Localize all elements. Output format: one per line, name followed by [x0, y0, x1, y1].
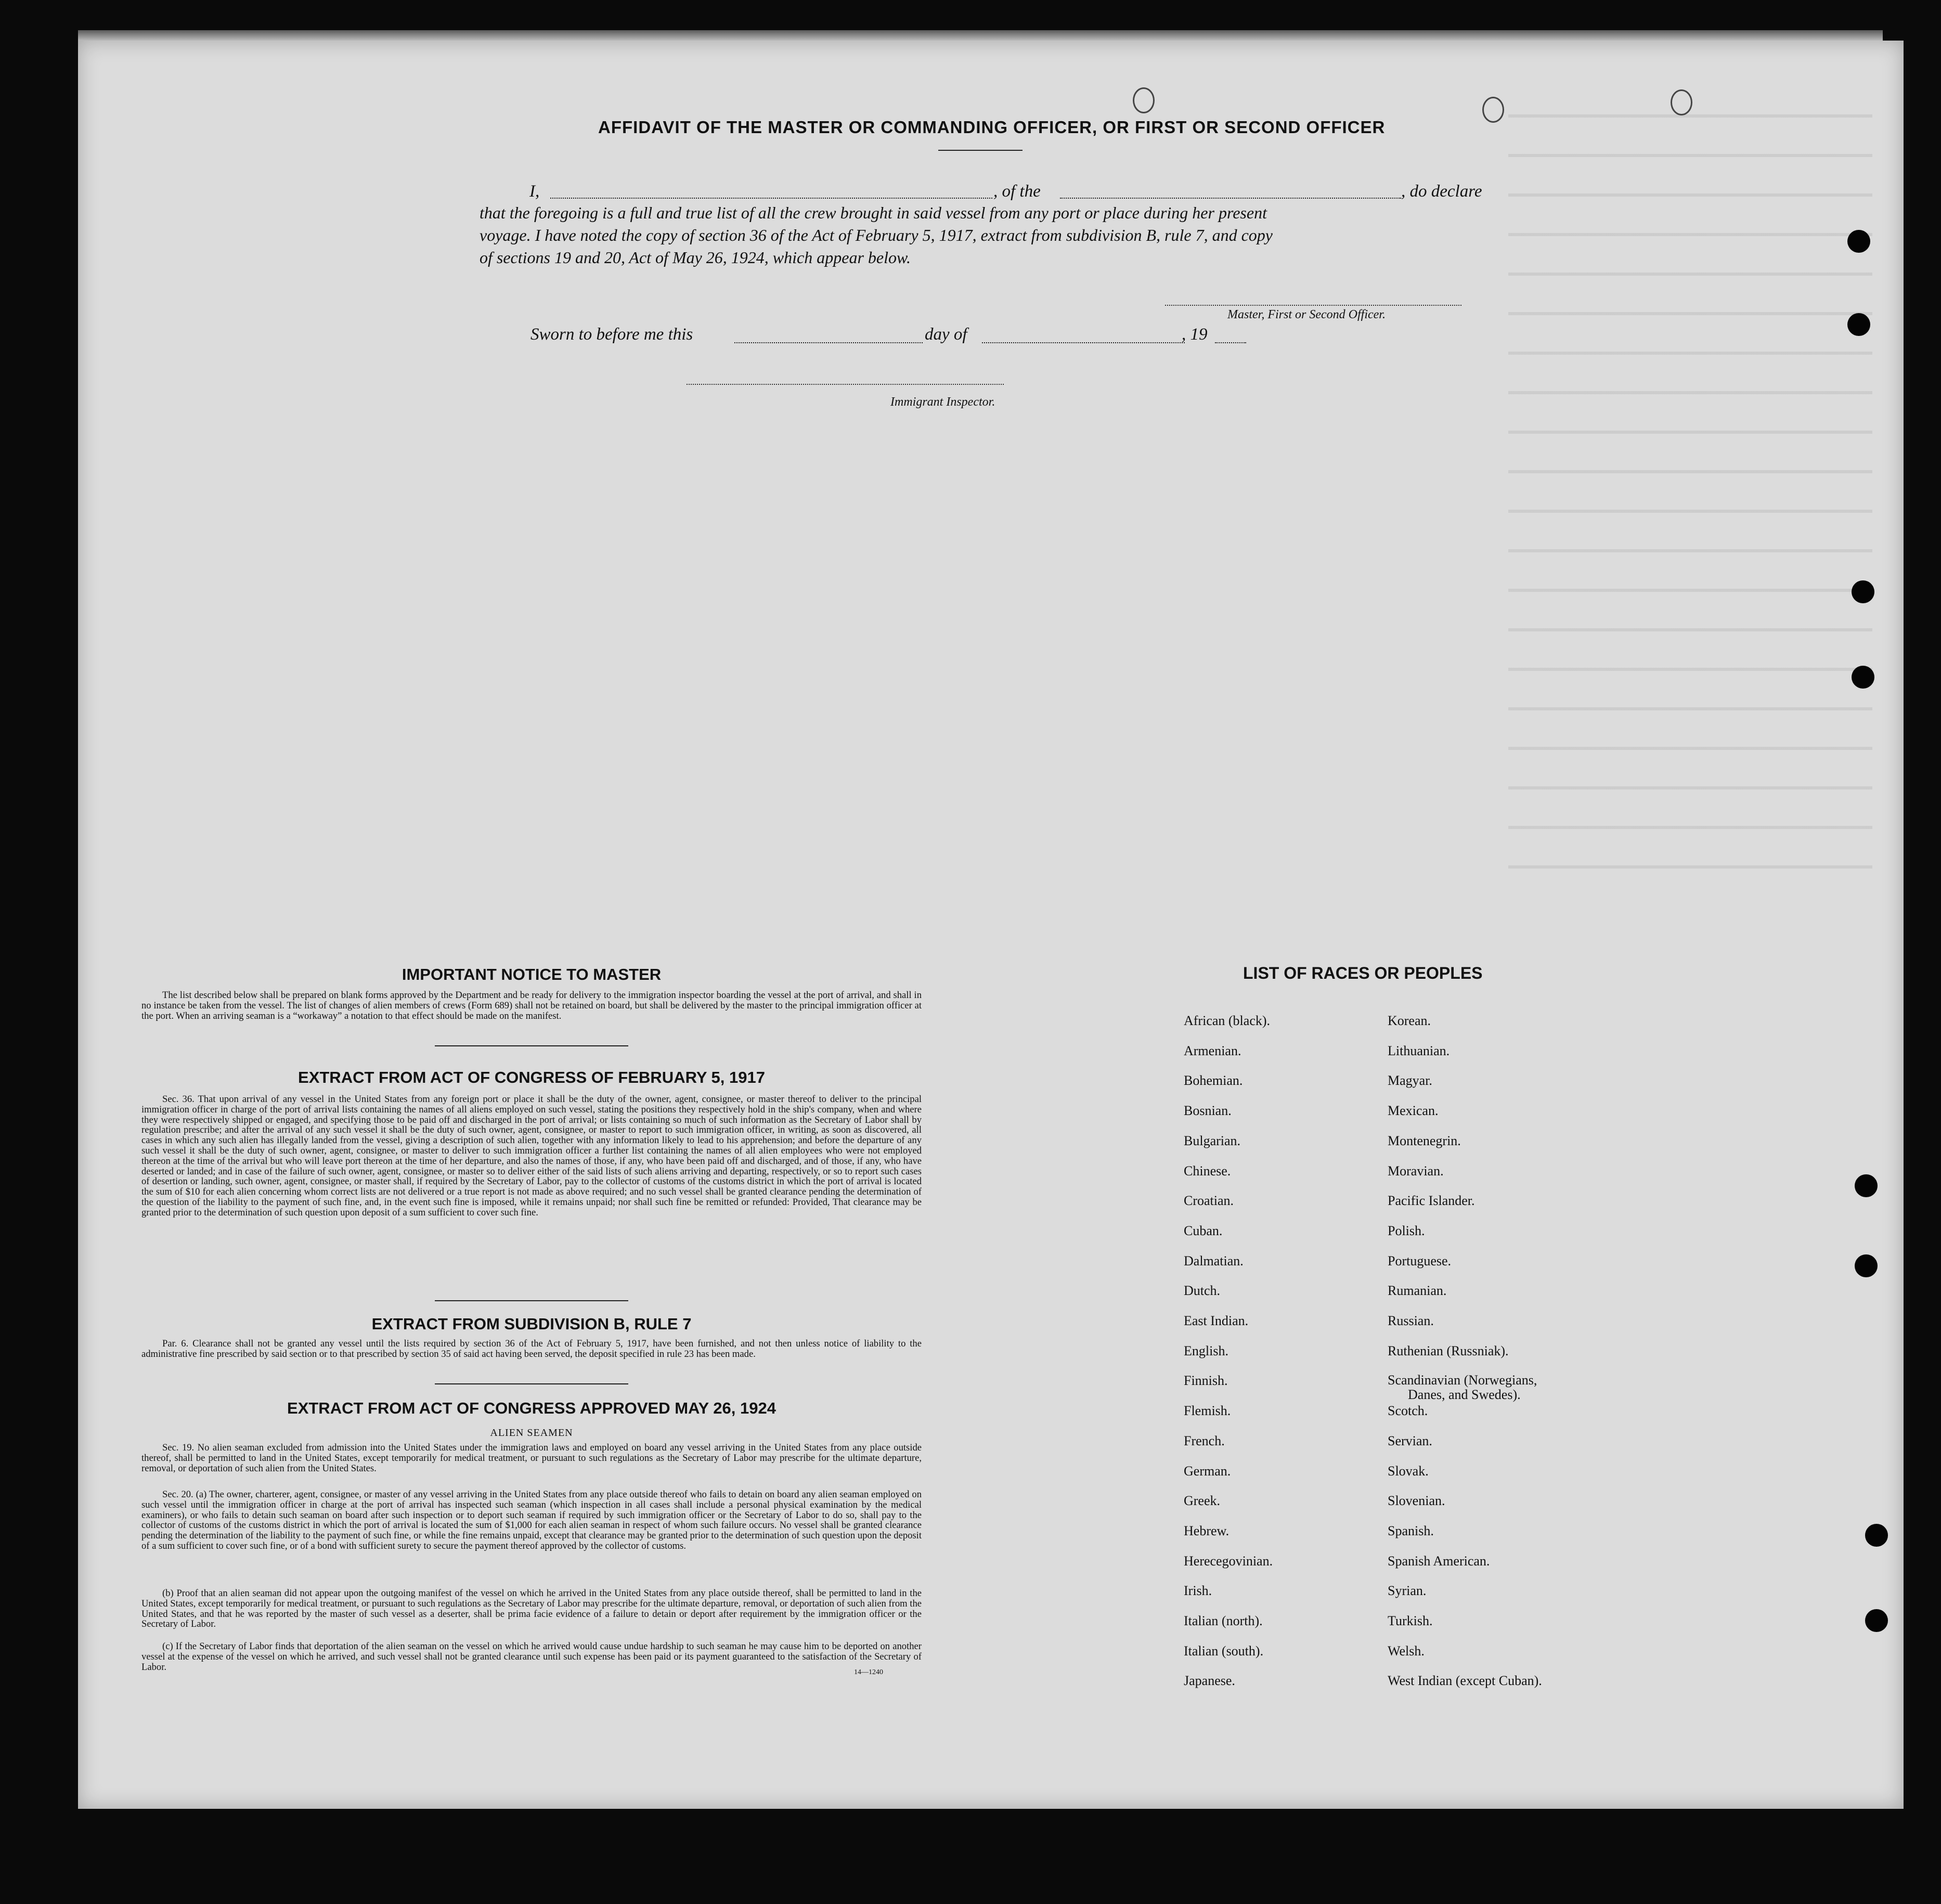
race-item: Rumanian.: [1388, 1283, 1447, 1298]
race-item: Montenegrin.: [1388, 1133, 1461, 1148]
year-text: , 19: [1182, 325, 1208, 344]
race-item: Syrian.: [1388, 1583, 1427, 1598]
punch-ring: [1671, 89, 1692, 115]
race-item: Pacific Islander.: [1388, 1193, 1475, 1208]
race-item: Russian.: [1388, 1313, 1434, 1328]
race-item: Bosnian.: [1184, 1103, 1232, 1118]
race-item: Flemish.: [1184, 1403, 1231, 1418]
race-item: Scandinavian (Norwegians, Danes, and Swedes).: [1388, 1372, 1537, 1402]
races-title: LIST OF RACES OR PEOPLES: [1243, 964, 1483, 982]
day-blank: [734, 342, 923, 343]
divider: [435, 1300, 628, 1301]
race-item: Scotch.: [1388, 1403, 1428, 1418]
punch-hole: [1855, 1254, 1878, 1277]
extract-1924-sec19: Sec. 19. No alien seaman excluded from admission into the United States under the immigration laws and employed on board any vessel arriving in the United States from any place outside thereof, shall be permitted to land in the United States, except temporarily for medical treatment, or pursuant to such regulations as the Secretary of Labor may prescribe for the ultimate departure, removal, or deportation of such alien from the United States.: [141, 1442, 922, 1474]
punch-hole: [1855, 1174, 1878, 1197]
sworn-text: Sworn to before me this: [530, 325, 693, 344]
affidavit-declare: , do declare: [1401, 182, 1482, 201]
extract-1924-title: EXTRACT FROM ACT OF CONGRESS APPROVED MAY 26, 1924: [287, 1399, 776, 1417]
race-item: Moravian.: [1388, 1163, 1444, 1178]
race-item: East Indian.: [1184, 1313, 1249, 1328]
race-item: Magyar.: [1388, 1073, 1432, 1088]
divider: [435, 1045, 628, 1046]
notice-text: The list described below shall be prepared on blank forms approved by the Department and be ready for delivery to the immigration inspector boarding the vessel at the port of arrival, and shall in no instance be taken from the vessel. The list of changes of alien members of crews (Form 689) shall not be retained on board, but shall be delivered by the master to the principal immigration officer at the port. When an arriving seaman is a “workaway” a notation to that effect should be made on the manifest.: [141, 990, 922, 1021]
notice-title: IMPORTANT NOTICE TO MASTER: [402, 965, 662, 983]
alien-seamen-subtitle: ALIEN SEAMEN: [490, 1427, 573, 1439]
divider: [435, 1383, 628, 1384]
extract-1924-sec20c: (c) If the Secretary of Labor finds that deportation of the alien seaman on the vessel on which he arrived would cause undue hardship to such seaman he may cause him to be deported on another vessel at the expense of the vessel on which he arrived, and such vessel shall not be granted clearance until such expense has been paid or its payment guaranteed to the satisfaction of the Secretary of Labor.: [141, 1641, 922, 1673]
race-item: Spanish American.: [1388, 1553, 1490, 1569]
punch-ring: [1482, 97, 1504, 123]
race-item: Finnish.: [1184, 1373, 1228, 1388]
race-item: Cuban.: [1184, 1223, 1223, 1238]
affidavit-line-4: of sections 19 and 20, Act of May 26, 1924, which appear below.: [480, 248, 911, 267]
title-rule: [938, 150, 1023, 151]
year-blank: [1215, 342, 1246, 343]
race-item: Servian.: [1388, 1433, 1432, 1448]
punch-hole: [1852, 666, 1874, 689]
race-item: Slovenian.: [1388, 1493, 1445, 1508]
punch-hole: [1865, 1609, 1888, 1632]
inspector-caption: Immigrant Inspector.: [890, 395, 995, 409]
master-caption: Master, First or Second Officer.: [1227, 308, 1386, 321]
race-item: African (black).: [1184, 1013, 1271, 1028]
race-item: Italian (south).: [1184, 1643, 1264, 1659]
race-item: Ruthenian (Russniak).: [1388, 1343, 1509, 1358]
extract-1924-sec20a: Sec. 20. (a) The owner, charterer, agent, consignee, or master of any vessel arriving in the United States from any place outside thereof who fails to detain on board any alien seaman employed on such vessel until the immigration officer in charge at the port of arrival has inspected such seaman (which inspection in all cases shall include a personal physical examination by the medical examiners), or who fails to detain such seaman on board after such inspection or to deport such seaman if required by such immigration officer or the Secretary of Labor to do so, shall pay to the collector of customs of the customs district in which the port of arrival is located the sum of $1,000 for each alien seaman in respect of whom such failure occurs. No vessel shall be granted clearance pending the determination of the liability to the payment of such fine, or while the fine remains unpaid, except that clearance may be granted prior to the determination of such question upon the deposit of a sum sufficient to cover such fine, or of a bond with sufficient surety to secure the payment thereof approved by the collector of customs.: [141, 1489, 922, 1551]
vessel-blank: [1060, 198, 1401, 199]
extract-rule7-text: Par. 6. Clearance shall not be granted any vessel until the lists required by section 36 of the Act of February 5, 1917, have been furnished, and not then unless notice of liability to the administrative fine prescribed by said section or to that prescribed by section 35 of said act having been served, the deposit specified in rule 23 has been made.: [141, 1338, 922, 1359]
punch-hole: [1852, 580, 1874, 603]
race-item: Korean.: [1388, 1013, 1431, 1028]
race-item: Irish.: [1184, 1583, 1212, 1598]
race-item: West Indian (except Cuban).: [1388, 1673, 1542, 1688]
extract-1917-title: EXTRACT FROM ACT OF CONGRESS OF FEBRUARY 5, 1917: [298, 1068, 765, 1086]
punch-ring: [1133, 87, 1155, 113]
affidavit-line-2: that the foregoing is a full and true list of all the crew brought in said vessel from any port or place during her present: [480, 203, 1267, 222]
extract-1924-sec20b: (b) Proof that an alien seaman did not appear upon the outgoing manifest of the vessel on which he arrived in the United States from any place outside thereof, shall be permitted to land in the United States, except temporarily for medical treatment, or pursuant to such regulations as the Secretary of Labor may prescribe for the ultimate departure, removal, or deportation of such alien from the United States, and that he was reported by the master of such vessel as a deserter, shall be prima facie evidence of a failure to detain or deport after requirement by the immigration officer or the Secretary of Labor.: [141, 1588, 922, 1630]
race-item: Chinese.: [1184, 1163, 1231, 1178]
affidavit-title: AFFIDAVIT OF THE MASTER OR COMMANDING OFFICER, OR FIRST OR SECOND OFFICER: [598, 118, 1386, 137]
affidavit-line-3: voyage. I have noted the copy of section 36 of the Act of February 5, 1917, extract from subdivision B, rule 7, and copy: [480, 226, 1273, 244]
race-item: Hebrew.: [1184, 1523, 1230, 1538]
extract-1917-sec36: Sec. 36. That upon arrival of any vessel in the United States from any foreign port or place it shall be the duty of the owner, agent, consignee, or master thereof to deliver to the principal immigration officer in charge of the port of arrival lists containing the names of all aliens employed on such vessel, stating the positions they respectively hold in the ship's company, when and where they were respectively shipped or engaged, and specifying those to be paid off and discharged in the port of arrival; or lists containing so much of such information as the Secretary of Labor shall by regulation prescribe; and after the arrival of any such vessel it shall be the duty of such owner, agent, consignee, or master to report to such immigration officer, in writing, as soon as discovered, all cases in which any such alien has illegally landed from the vessel, giving a description of such alien, together with any information likely to lead to his apprehension; and before the departure of any such vessel it shall be the duty of such owner, agent, consignee, or master to deliver to such immigration officer a further list containing the names of all alien employees who were not employed thereon at the time of the arrival but who will leave port thereon at the time of her departure, and also the names of those, if any, who have been paid off and discharged, and of those, if any, who have deserted or landed; and in case of the failure of such owner, agent, consignee, or master so to deliver either of the said lists of such aliens arriving and departing, respectively, or so to report such cases of desertion or landing, such owner, agent, consignee, or master shall, if required by the Secretary of Labor, pay to the collector of customs of the customs district in which the port of arrival is located the sum of $10 for each alien concerning whom correct lists are not delivered or a true report is not made as above required; and no such vessel shall be granted clearance pending the determination of the question of the liability to the payment of such fine, and, in the event such fine is imposed, while it remains unpaid; nor shall such fine be remitted or refunded: Provided, That clearance may be granted prior to the determination of such question upon deposit of a sum sufficient to cover such fine.: [141, 1094, 922, 1218]
race-item: Slovak.: [1388, 1463, 1429, 1479]
race-item: Dalmatian.: [1184, 1253, 1244, 1268]
affidavit-of-the: , of the: [993, 182, 1041, 201]
affidavit-i: I,: [529, 182, 540, 201]
race-item: Herecegovinian.: [1184, 1553, 1273, 1569]
race-item: Dutch.: [1184, 1283, 1221, 1298]
race-item: Greek.: [1184, 1493, 1221, 1508]
race-item: Polish.: [1388, 1223, 1425, 1238]
punch-hole: [1847, 313, 1870, 336]
race-item: Armenian.: [1184, 1043, 1241, 1058]
page-top-edge: [78, 30, 1883, 41]
race-item: English.: [1184, 1343, 1228, 1358]
master-signature-line: [1165, 305, 1461, 306]
extract-rule7-title: EXTRACT FROM SUBDIVISION B, RULE 7: [371, 1315, 692, 1333]
race-item: German.: [1184, 1463, 1231, 1479]
race-item: Spanish.: [1388, 1523, 1434, 1538]
race-item: Lithuanian.: [1388, 1043, 1450, 1058]
race-item: Croatian.: [1184, 1193, 1234, 1208]
month-blank: [982, 342, 1185, 343]
name-blank: [550, 198, 992, 199]
day-of-text: day of: [925, 325, 967, 344]
inspector-signature-line: [687, 384, 1004, 385]
race-item: Welsh.: [1388, 1643, 1425, 1659]
punch-hole: [1847, 230, 1870, 253]
race-item: Mexican.: [1388, 1103, 1439, 1118]
race-item: Bohemian.: [1184, 1073, 1243, 1088]
race-item: Portuguese.: [1388, 1253, 1452, 1268]
race-item: Turkish.: [1388, 1613, 1433, 1628]
race-item: Japanese.: [1184, 1673, 1235, 1688]
race-item: French.: [1184, 1433, 1225, 1448]
punch-hole: [1865, 1524, 1888, 1547]
race-item: Bulgarian.: [1184, 1133, 1241, 1148]
form-number: 14—1240: [854, 1668, 883, 1676]
race-item: Italian (north).: [1184, 1613, 1263, 1628]
bleed-through-texture: [1508, 114, 1872, 895]
